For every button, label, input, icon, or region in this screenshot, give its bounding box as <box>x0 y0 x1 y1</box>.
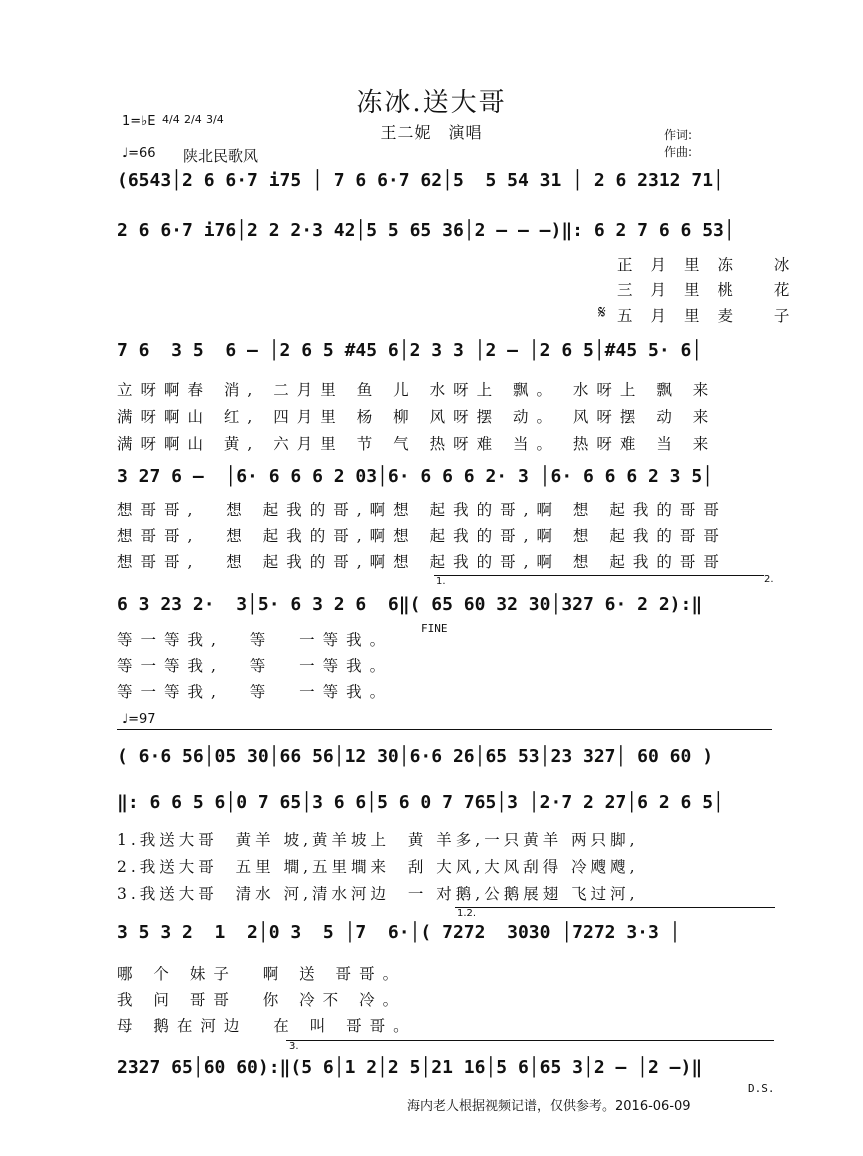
lyrics-line-4-1: 1.我送大哥 黄羊 坡,黄羊坡上 黄 羊多,一只黄羊 两只脚, <box>117 831 639 849</box>
lyrics-line-5-3: 母 鹅在河边 在 叫 哥哥。 <box>117 1017 417 1035</box>
verse-start-3: 五月里麦 子 <box>617 307 808 325</box>
music-row-2: 2 6 6·7 i76│2 2 2·3 42│5 5 65 36│2 — — —)‖: 6 2 7 6 6 53│ <box>117 220 735 241</box>
lyrics-line-2-2: 想哥哥, 想 起我的哥,啊想 起我的哥,啊 想 起我的哥哥 <box>117 527 727 545</box>
verse-start-1: 正月里冻 冰 <box>617 256 808 274</box>
tempo-marking: ♩=66 <box>122 146 156 161</box>
lyrics-line-3-3: 等一等我, 等 一等我。 <box>117 683 394 701</box>
volta-bracket-3 <box>286 1040 774 1041</box>
song-title: 冻冰.送大哥 <box>356 88 507 118</box>
key-signature: 1=♭E <box>122 114 156 129</box>
volta-label-2: 2. <box>764 574 774 585</box>
composer-credit: 作曲: <box>664 145 693 159</box>
segno-sign: 𝄋 <box>598 302 606 323</box>
music-row-7: ‖: 6 6 5 6│0 7 65│3 6 6│5 6 0 7 765│3 │2·7 2 27│6 2 6 5│ <box>117 792 724 813</box>
lyrics-line-2-3: 想哥哥, 想 起我的哥,啊想 起我的哥,啊 想 起我的哥哥 <box>117 553 727 571</box>
ds-marking: D.S. <box>748 1082 775 1095</box>
volta-label-12: 1.2. <box>457 908 477 919</box>
music-row-3: 7 6 3 5 6 — │2 6 5 #45 6│2 3 3 │2 — │2 6 5│#45 5· 6│ <box>117 340 703 361</box>
time-signature-1: 4/4 <box>162 113 180 126</box>
lyrics-line-5-2: 我 问 哥哥 你 冷不 冷。 <box>117 991 407 1009</box>
lyrics-line-2-1: 想哥哥, 想 起我的哥,啊想 起我的哥,啊 想 起我的哥哥 <box>117 501 727 519</box>
music-row-1: (6543│2 6 6·7 i75 │ 7 6 6·7 62│5 5 54 31 │ 2 6 2312 71│ <box>117 170 724 191</box>
lyrics-line-4-3: 3.我送大哥 清水 河,清水河边 一 对鹅,公鹅展翅 飞过河, <box>117 885 639 903</box>
music-row-9: 2327 65│60 60):‖(5 6│1 2│2 5│21 16│5 6│65 3│2 — │2 —)‖ <box>117 1057 703 1078</box>
volta-label-1: 1. <box>436 576 446 587</box>
lyrics-line-1-3: 满呀啊山 黄, 六月里 节 气 热呀难 当。 热呀难 当 来 <box>117 435 717 453</box>
music-row-6: ( 6·6 56│05 30│66 56│12 30│6·6 26│65 53│23 327│ 60 60 ) <box>117 746 714 767</box>
music-row-8: 3 5 3 2 1 2│0 3 5 │7 6·│( 7272 3030 │7272 3·3 │ <box>117 922 681 943</box>
tempo-marking-2: ♩=97 <box>122 712 156 727</box>
footer-note: 海内老人根据视频记谱，仅供参考。2016-06-09 <box>407 1099 691 1114</box>
music-row-5: 6 3 23 2· 3│5· 6 3 2 6 6‖( 65 60 32 30│327 6· 2 2):‖ <box>117 594 703 615</box>
time-signature-2: 2/4 <box>184 113 202 126</box>
verse-start-2: 三月里桃 花 <box>617 281 808 299</box>
fine-marking: FINE <box>421 622 448 635</box>
lyrics-line-1-1: 立呀啊春 消, 二月里 鱼 儿 水呀上 飘。 水呀上 飘 来 <box>117 381 717 399</box>
style-marking: 陕北民歌风 <box>183 147 259 165</box>
volta-label-3: 3. <box>289 1041 299 1052</box>
section-divider <box>117 729 772 730</box>
time-signature-3: 3/4 <box>206 113 224 126</box>
lyrics-line-3-2: 等一等我, 等 一等我。 <box>117 657 394 675</box>
music-row-4: 3 27 6 — │6· 6 6 6 2 03│6· 6 6 6 2· 3 │6· 6 6 6 2 3 5│ <box>117 466 714 487</box>
lyrics-line-4-2: 2.我送大哥 五里 墹,五里墹来 刮 大风,大风刮得 冷飕飕, <box>117 858 639 876</box>
lyrics-line-5-1: 哪 个 妹子 啊 送 哥哥。 <box>117 965 407 983</box>
singer-credit: 王二妮 演唱 <box>380 123 483 142</box>
lyrics-line-3-1: 等一等我, 等 一等我。 <box>117 631 394 649</box>
lyricist-credit: 作词: <box>664 128 693 142</box>
lyrics-line-1-2: 满呀啊山 红, 四月里 杨 柳 风呀摆 动。 风呀摆 动 来 <box>117 408 717 426</box>
volta-bracket-1 <box>434 575 764 576</box>
volta-bracket-12 <box>455 907 775 908</box>
